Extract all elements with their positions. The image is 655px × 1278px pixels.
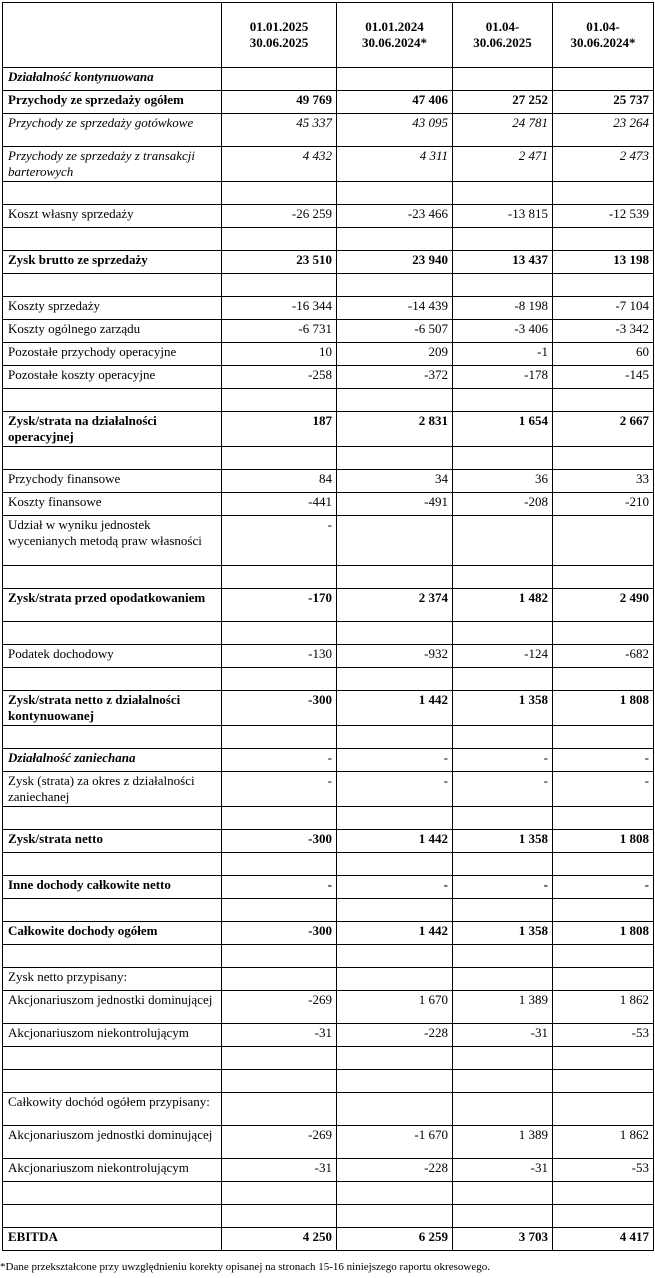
row-value-3 [453,1205,553,1228]
row-value-1 [222,945,337,968]
row-label [3,668,222,691]
row-label [3,807,222,830]
row-value-3 [453,968,553,991]
row-value-1 [222,389,337,412]
row-value-3 [453,1093,553,1126]
row-value-1 [222,968,337,991]
row-value-2 [337,668,453,691]
row-value-1 [222,1182,337,1205]
row-value-4 [553,228,654,251]
row-value-1 [222,274,337,297]
row-value-3 [453,274,553,297]
row-label: Przychody finansowe [3,470,222,493]
table-row [3,945,654,968]
row-value-1: 84 [222,470,337,493]
row-value-1: 4 432 [222,147,337,182]
row-value-2: 1 442 [337,691,453,726]
row-label [3,447,222,470]
row-value-4: 2 667 [553,412,654,447]
row-label: Zysk/strata przed opodatkowaniem [3,589,222,622]
row-value-4 [553,447,654,470]
row-label: Akcjonariuszom niekontrolującym [3,1159,222,1182]
row-value-4 [553,968,654,991]
row-value-3: -124 [453,645,553,668]
row-value-1 [222,668,337,691]
row-value-3: 36 [453,470,553,493]
row-value-4: 23 264 [553,114,654,147]
row-value-1 [222,622,337,645]
row-value-4 [553,68,654,91]
row-value-2: -372 [337,366,453,389]
row-value-2: -23 466 [337,205,453,228]
row-value-4 [553,389,654,412]
row-value-1: -6 731 [222,320,337,343]
row-value-1 [222,807,337,830]
table-row [3,807,654,830]
row-value-2 [337,1047,453,1070]
row-value-2 [337,447,453,470]
row-value-4: 1 862 [553,1126,654,1159]
row-value-3 [453,853,553,876]
row-value-2: - [337,772,453,807]
row-value-1: -269 [222,991,337,1024]
row-label [3,182,222,205]
table-row [3,830,654,853]
row-value-4: 2 473 [553,147,654,182]
row-value-2: 209 [337,343,453,366]
row-label: Przychody ze sprzedaży ogółem [3,91,222,114]
table-row [3,1093,654,1126]
row-value-1: -170 [222,589,337,622]
row-value-3: - [453,876,553,899]
footnote: *Dane przekształcone przy uwzględnieniu korekty opisanej na stronach 15-16 niniejszego raportu okresowego. [0,1261,490,1273]
table-row [3,343,654,366]
row-label: Zysk brutto ze sprzedaży [3,251,222,274]
row-value-1 [222,1047,337,1070]
row-value-2 [337,389,453,412]
row-value-4: -145 [553,366,654,389]
row-label [3,726,222,749]
row-value-4 [553,516,654,566]
row-value-2: 2 374 [337,589,453,622]
table-row [3,968,654,991]
row-value-2 [337,853,453,876]
row-value-3 [453,945,553,968]
row-value-1: -130 [222,645,337,668]
row-value-2 [337,274,453,297]
table-row [3,366,654,389]
table-row [3,772,654,807]
row-label: Inne dochody całkowite netto [3,876,222,899]
row-value-1: 23 510 [222,251,337,274]
row-label: EBITDA [3,1228,222,1251]
header-period-4: 01.04- 30.06.2024* [553,3,654,68]
table-row [3,1159,654,1182]
table-row [3,205,654,228]
row-value-1 [222,1205,337,1228]
table-row [3,470,654,493]
table-row [3,228,654,251]
row-value-2: -228 [337,1159,453,1182]
row-value-1 [222,182,337,205]
row-value-1 [222,726,337,749]
table-row [3,320,654,343]
header-row [3,3,654,68]
table-row [3,1047,654,1070]
row-value-3: -8 198 [453,297,553,320]
table-row [3,389,654,412]
row-label: Zysk/strata netto z działalności kontynuowanej [3,691,222,726]
row-value-1: - [222,516,337,566]
row-value-2: 1 670 [337,991,453,1024]
row-value-4: 1 808 [553,830,654,853]
row-value-4 [553,566,654,589]
row-value-1 [222,447,337,470]
row-value-1: -300 [222,830,337,853]
row-value-3: - [453,772,553,807]
row-label [3,622,222,645]
row-value-4: 60 [553,343,654,366]
row-label: Zysk/strata netto [3,830,222,853]
row-value-2 [337,516,453,566]
row-label: Całkowite dochody ogółem [3,922,222,945]
row-value-4: -682 [553,645,654,668]
table-row [3,412,654,447]
row-label [3,228,222,251]
row-value-2 [337,968,453,991]
row-value-3 [453,447,553,470]
row-value-1 [222,566,337,589]
row-value-2 [337,566,453,589]
row-value-2: -6 507 [337,320,453,343]
row-label: Zysk/strata na działalności operacyjnej [3,412,222,447]
row-value-4 [553,1093,654,1126]
table-row [3,668,654,691]
row-value-1: 49 769 [222,91,337,114]
row-value-4: - [553,772,654,807]
row-value-4 [553,899,654,922]
table-row [3,853,654,876]
income-statement-table [2,2,654,1251]
row-value-2: 34 [337,470,453,493]
row-value-2: 1 442 [337,830,453,853]
row-value-3 [453,726,553,749]
row-label [3,1205,222,1228]
table-row [3,922,654,945]
row-value-3: -31 [453,1159,553,1182]
row-label: Udział w wyniku jednostek wycenianych metodą praw własności [3,516,222,566]
row-label: Koszt własny sprzedaży [3,205,222,228]
row-value-2 [337,1070,453,1093]
row-value-4: -3 342 [553,320,654,343]
row-value-3 [453,668,553,691]
row-value-2: - [337,876,453,899]
header-label-cell [3,3,222,68]
row-value-3 [453,516,553,566]
table-row [3,991,654,1024]
table-row [3,1205,654,1228]
table-row [3,182,654,205]
table-row [3,516,654,566]
row-value-1: - [222,876,337,899]
row-value-4 [553,622,654,645]
row-value-4 [553,807,654,830]
row-value-2: 6 259 [337,1228,453,1251]
row-value-3: 13 437 [453,251,553,274]
row-label: Działalność kontynuowana [3,68,222,91]
row-value-2 [337,182,453,205]
row-label: Akcjonariuszom jednostki dominującej [3,991,222,1024]
row-value-2: 47 406 [337,91,453,114]
row-value-3 [453,622,553,645]
table-row [3,1228,654,1251]
table-row [3,899,654,922]
row-value-4: -53 [553,1159,654,1182]
row-value-2: 1 442 [337,922,453,945]
row-value-4: - [553,876,654,899]
header-period-1: 01.01.2025 30.06.2025 [222,3,337,68]
row-label: Koszty finansowe [3,493,222,516]
row-label: Zysk (strata) za okres z działalności zaniechanej [3,772,222,807]
row-label: Zysk netto przypisany: [3,968,222,991]
row-label: Akcjonariuszom niekontrolującym [3,1024,222,1047]
table-row [3,749,654,772]
row-label [3,899,222,922]
row-value-4 [553,1205,654,1228]
row-value-3: 24 781 [453,114,553,147]
row-label: Pozostałe koszty operacyjne [3,366,222,389]
row-value-4: -7 104 [553,297,654,320]
table-row [3,589,654,622]
row-value-4: 4 417 [553,1228,654,1251]
row-value-3: 2 471 [453,147,553,182]
row-label [3,945,222,968]
row-value-2 [337,68,453,91]
table-row [3,447,654,470]
row-value-3 [453,807,553,830]
table-row [3,622,654,645]
row-value-3: 1 358 [453,830,553,853]
table-row [3,91,654,114]
row-value-3: 27 252 [453,91,553,114]
table-row [3,297,654,320]
row-value-1: -300 [222,691,337,726]
row-value-3 [453,899,553,922]
table-row [3,274,654,297]
row-value-4 [553,274,654,297]
table-row [3,1182,654,1205]
row-value-1: -441 [222,493,337,516]
row-value-2: -228 [337,1024,453,1047]
row-value-3: 1 358 [453,922,553,945]
row-value-2: -14 439 [337,297,453,320]
table-row [3,726,654,749]
row-value-3: -208 [453,493,553,516]
row-value-1 [222,68,337,91]
row-value-2 [337,228,453,251]
row-value-3: -178 [453,366,553,389]
row-value-2: -932 [337,645,453,668]
row-value-2 [337,945,453,968]
row-value-1 [222,1093,337,1126]
row-value-4 [553,668,654,691]
row-value-2 [337,1182,453,1205]
row-value-1: -258 [222,366,337,389]
row-value-4 [553,1047,654,1070]
row-value-1 [222,899,337,922]
table-row [3,68,654,91]
row-value-1 [222,1070,337,1093]
row-value-4 [553,726,654,749]
row-value-3 [453,182,553,205]
row-value-1: - [222,772,337,807]
row-value-3: 1 389 [453,1126,553,1159]
row-value-4: 2 490 [553,589,654,622]
row-value-4: -53 [553,1024,654,1047]
table-row [3,1024,654,1047]
row-value-2: -491 [337,493,453,516]
row-value-1: -31 [222,1024,337,1047]
table-row [3,691,654,726]
row-value-4: -210 [553,493,654,516]
row-value-1: -269 [222,1126,337,1159]
row-value-2 [337,622,453,645]
row-label [3,853,222,876]
row-value-3: - [453,749,553,772]
row-value-4: 33 [553,470,654,493]
income-statement-body [3,3,654,1251]
row-value-2: 43 095 [337,114,453,147]
row-value-3 [453,1070,553,1093]
table-row [3,114,654,147]
row-label [3,389,222,412]
row-value-4: 1 808 [553,691,654,726]
row-value-1: -300 [222,922,337,945]
row-value-1: 45 337 [222,114,337,147]
table-row [3,493,654,516]
row-value-4 [553,1070,654,1093]
row-value-2: -1 670 [337,1126,453,1159]
row-label: Pozostałe przychody operacyjne [3,343,222,366]
header-period-2: 01.01.2024 30.06.2024* [337,3,453,68]
table-row [3,645,654,668]
row-value-3: 1 389 [453,991,553,1024]
row-value-4: - [553,749,654,772]
row-value-3: -3 406 [453,320,553,343]
row-value-3: 1 654 [453,412,553,447]
row-value-1: 10 [222,343,337,366]
row-label: Koszty ogólnego zarządu [3,320,222,343]
row-value-1: 187 [222,412,337,447]
row-value-2: - [337,749,453,772]
row-value-2 [337,807,453,830]
table-row [3,147,654,182]
row-value-2 [337,899,453,922]
row-value-4 [553,945,654,968]
row-value-3 [453,1047,553,1070]
row-label [3,1182,222,1205]
row-label [3,1070,222,1093]
row-value-3: 1 358 [453,691,553,726]
row-value-3: -13 815 [453,205,553,228]
row-value-3: 1 482 [453,589,553,622]
row-label: Akcjonariuszom jednostki dominującej [3,1126,222,1159]
row-value-4: 1 862 [553,991,654,1024]
row-value-1: - [222,749,337,772]
row-value-1: -26 259 [222,205,337,228]
table-row [3,1070,654,1093]
row-value-4 [553,182,654,205]
row-value-4: 13 198 [553,251,654,274]
row-value-3 [453,228,553,251]
row-value-3 [453,566,553,589]
row-value-1: 4 250 [222,1228,337,1251]
row-label: Działalność zaniechana [3,749,222,772]
row-value-2: 2 831 [337,412,453,447]
row-value-3: 3 703 [453,1228,553,1251]
row-value-4: 1 808 [553,922,654,945]
row-label [3,566,222,589]
row-label: Koszty sprzedaży [3,297,222,320]
row-value-3: -31 [453,1024,553,1047]
row-label [3,1047,222,1070]
row-value-2 [337,726,453,749]
row-label: Całkowity dochód ogółem przypisany: [3,1093,222,1126]
row-value-2: 4 311 [337,147,453,182]
row-value-1: -16 344 [222,297,337,320]
row-value-3 [453,1182,553,1205]
row-value-3 [453,389,553,412]
row-value-1: -31 [222,1159,337,1182]
row-value-4 [553,853,654,876]
row-label: Podatek dochodowy [3,645,222,668]
table-row [3,566,654,589]
table-row [3,876,654,899]
row-label: Przychody ze sprzedaży gotówkowe [3,114,222,147]
row-label: Przychody ze sprzedaży z transakcji barterowych [3,147,222,182]
row-value-4: -12 539 [553,205,654,228]
header-period-3: 01.04- 30.06.2025 [453,3,553,68]
row-value-2 [337,1205,453,1228]
row-value-1 [222,853,337,876]
row-value-4 [553,1182,654,1205]
row-value-3 [453,68,553,91]
row-value-2: 23 940 [337,251,453,274]
row-label [3,274,222,297]
row-value-4: 25 737 [553,91,654,114]
row-value-2 [337,1093,453,1126]
table-row [3,251,654,274]
row-value-1 [222,228,337,251]
row-value-3: -1 [453,343,553,366]
table-row [3,1126,654,1159]
